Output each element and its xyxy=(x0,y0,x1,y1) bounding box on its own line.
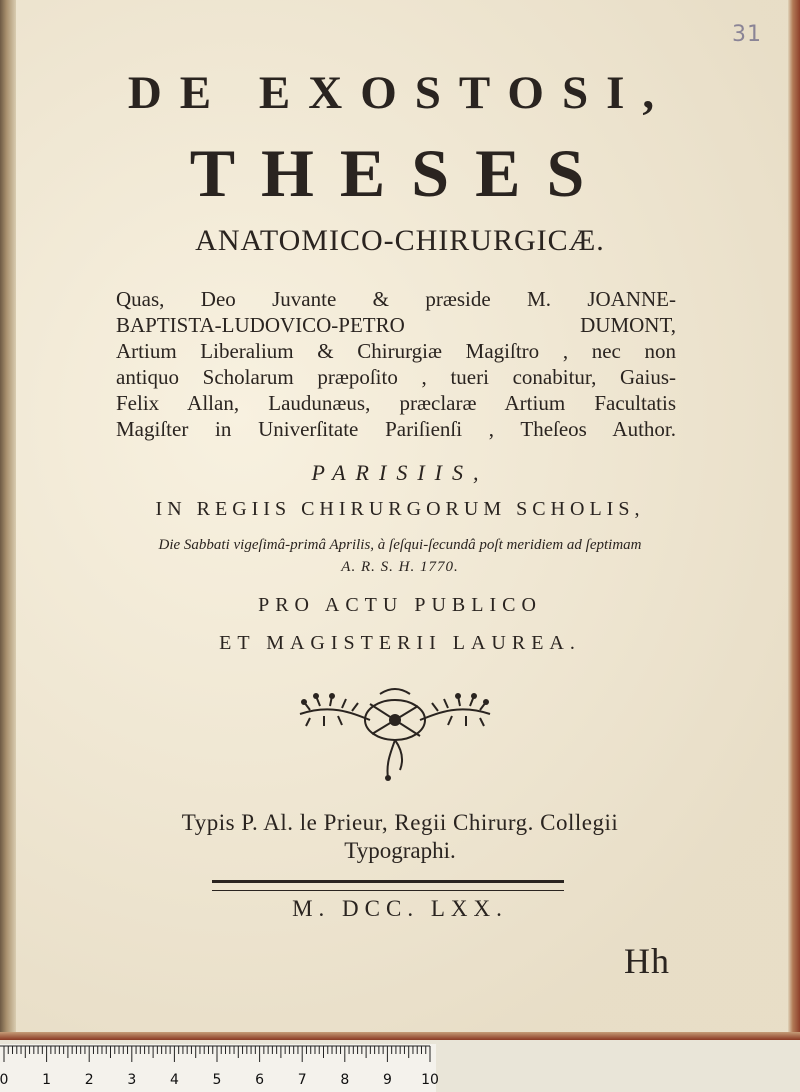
actus-line-1: PRO ACTU PUBLICO xyxy=(258,594,542,616)
signature-mark: Hh xyxy=(624,941,670,981)
title-line-2: THESES xyxy=(189,135,611,211)
dedication-line: Quas, Deo Juvante & præside M. JOANNE- xyxy=(116,287,676,311)
page-bottom-edge xyxy=(0,1032,800,1040)
ruler-label: 6 xyxy=(255,1072,265,1088)
measurement-ruler xyxy=(0,1044,439,1092)
printers-ornament xyxy=(290,684,500,784)
divider-rule xyxy=(212,880,564,891)
page-spine-edge xyxy=(0,0,16,1040)
date-line-1: Die Sabbati vigeſimâ-primâ Aprilis, à ſeſqui-ſecundâ poſt meridiem ad ſeptimam xyxy=(158,537,642,553)
printer-line-2: Typographi. xyxy=(344,838,456,863)
school-line: IN REGIIS CHIRURGORUM SCHOLIS, xyxy=(155,498,645,520)
dedication-line: Magiſter in Univerſitate Pariſienſi , Theſeos Author. xyxy=(116,417,676,441)
ruler-label: 10 xyxy=(421,1072,439,1088)
dedication-line: antiquo Scholarum præpoſito , tueri conabitur, Gaius- xyxy=(116,365,676,389)
ruler-label: 7 xyxy=(297,1072,307,1088)
dedication-paragraph xyxy=(116,286,676,442)
place-line: PARISIIS, xyxy=(311,460,489,485)
ruler-label: 1 xyxy=(42,1072,52,1088)
publication-year: M. DCC. LXX. xyxy=(292,896,508,921)
title-line-1: DE EXOSTOSI, xyxy=(127,67,673,119)
date-line-2: A. R. S. H. 1770. xyxy=(341,559,459,575)
pencil-page-number: 31 xyxy=(732,22,762,47)
ruler-label: 2 xyxy=(84,1072,94,1088)
ruler-label: 3 xyxy=(127,1072,137,1088)
ruler-label: 0 xyxy=(0,1072,9,1088)
printer-line-1: Typis P. Al. le Prieur, Regii Chirurg. Collegii xyxy=(181,810,619,835)
dedication-line: Felix Allan, Laudunæus, præclaræ Artium Facultatis xyxy=(116,391,676,415)
dedication-line: Artium Liberalium & Chirurgiæ Magiſtro , nec non xyxy=(116,339,676,363)
dedication-line: BAPTISTA-LUDOVICO-PETRO DUMONT, xyxy=(116,313,676,337)
ruler-label: 8 xyxy=(340,1072,350,1088)
title-line-3: ANATOMICO-CHIRURGICÆ. xyxy=(195,224,605,257)
actus-line-2: ET MAGISTERII LAUREA. xyxy=(219,632,581,654)
ruler-label: 4 xyxy=(169,1072,179,1088)
page-fore-edge xyxy=(788,0,800,1040)
ruler-label: 5 xyxy=(212,1072,222,1088)
ruler-label: 9 xyxy=(382,1072,392,1088)
